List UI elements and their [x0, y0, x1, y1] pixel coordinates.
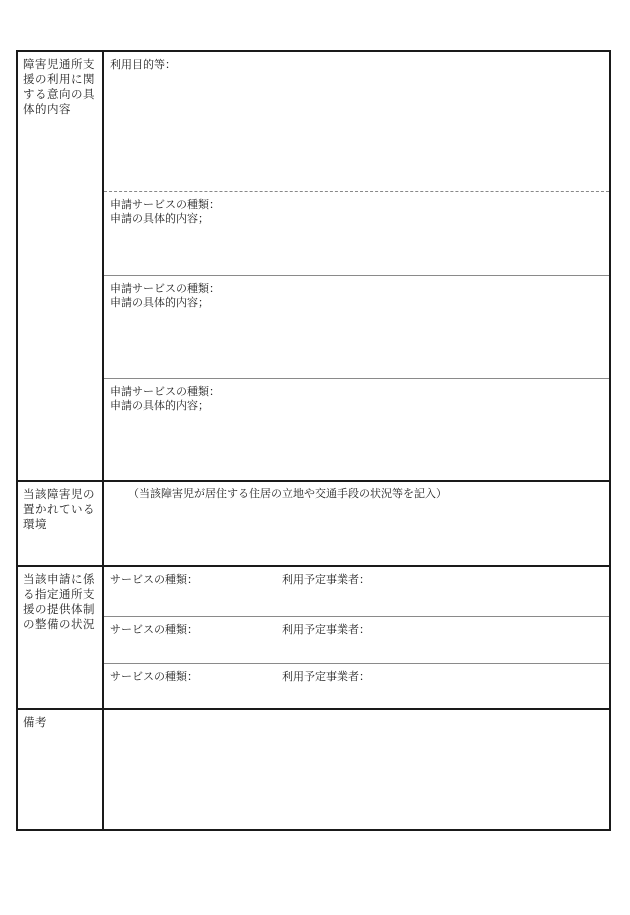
provision-row — [18, 565, 609, 710]
request-detail-label: 申請の具体的内容； — [110, 296, 209, 309]
provision-service-label: サービスの種類： — [110, 623, 198, 636]
purpose-cell[interactable] — [104, 52, 609, 191]
provision-provider-label: 利用予定事業者： — [282, 573, 370, 586]
remarks-content — [104, 710, 609, 829]
request-service-label: 申請サービスの種類： — [110, 198, 220, 211]
request-cell-2[interactable] — [104, 275, 609, 378]
environment-note: （当該障害児が居住する住居の立地や交通手段の状況等を記入） — [128, 487, 447, 500]
provision-cell-1[interactable] — [104, 567, 609, 616]
provision-service-label: サービスの種類： — [110, 670, 198, 683]
request-service-label: 申請サービスの種類： — [110, 385, 220, 398]
request-cell-3[interactable] — [104, 378, 609, 480]
intention-content — [104, 52, 609, 482]
environment-content — [104, 482, 609, 567]
remarks-cell[interactable] — [104, 710, 609, 829]
environment-label: 当該障害児の置かれている環境 — [18, 482, 104, 567]
environment-cell[interactable] — [104, 482, 609, 567]
intention-label: 障害児通所支援の利用に関する意向の具体的内容 — [18, 52, 104, 482]
remarks-label: 備考 — [18, 710, 104, 829]
provision-provider-label: 利用予定事業者： — [282, 670, 370, 683]
request-cell-1[interactable] — [104, 191, 609, 275]
purpose-label: 利用目的等： — [110, 58, 176, 71]
provision-content — [104, 567, 609, 710]
request-detail-label: 申請の具体的内容； — [110, 399, 209, 412]
environment-row — [18, 480, 609, 567]
provision-cell-2[interactable] — [104, 616, 609, 663]
provision-label: 当該申請に係る指定通所支援の提供体制の整備の状況 — [18, 567, 104, 710]
provision-provider-label: 利用予定事業者： — [282, 623, 370, 636]
request-detail-label: 申請の具体的内容； — [110, 212, 209, 225]
provision-cell-3[interactable] — [104, 663, 609, 710]
provision-service-label: サービスの種類： — [110, 573, 198, 586]
intention-row — [18, 52, 609, 482]
application-form-table — [16, 50, 611, 831]
remarks-row — [18, 708, 609, 829]
request-service-label: 申請サービスの種類： — [110, 282, 220, 295]
